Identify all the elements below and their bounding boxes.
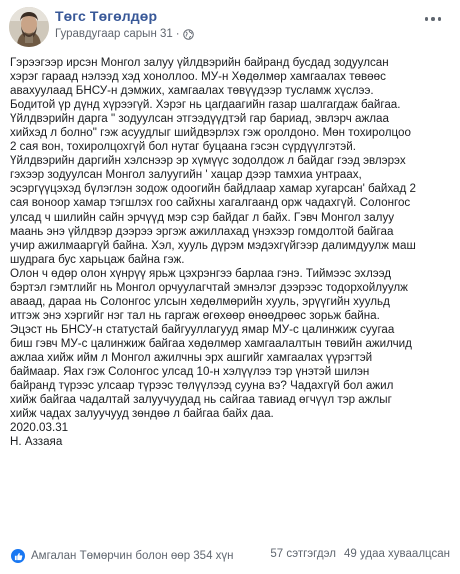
post-body-line: шудрага бус харьцаж байна гэж. [10,252,185,266]
post-body-line: аваад, дараа нь Солонгос улсын хөдөлмөрийн хууль, эрүүгийн хуульд [10,294,390,308]
post-body-line: 2 сая вон, тохиролцохгүй бол нутаг буцаана гэсэн сүрдүүлгэтэй. [10,140,356,154]
post-body-line: маань энэ үйлдвэр дээрээ эргэж ажиллахад үнэхээр гомдолтой байгаа [10,224,394,238]
author-name[interactable]: Төгс Төгөлдөр [55,8,158,24]
post-body-line: хийж чадах залуучууд зөндөө л байгаа байх даа. [10,407,274,421]
post-meta [55,28,194,40]
post-body-line: Үйлдвэрийн дарга " зодуулсан этгээдүүдтэй гар бариад, эвлэрч ажлаа [10,112,389,126]
post-body-line: байранд түрээс улсаар түрээс төлүүлээд сууна вэ? Чадахгүй бол ажил [10,379,394,393]
post-body-line: хийж байгаа чадалтай залуучуудад нь сайгаа тавиад өгчүүл тэр ажлыг [10,393,392,407]
comments-count[interactable]: 57 сэтгэгдэл [270,548,336,560]
engagement-counts [270,548,450,560]
post-body-line: Олон ч өдөр олон хүнрүү ярьж цэхрэнгээ барлаа гэнэ. Тиймээс эхлээд [10,266,392,280]
post-body-line: 2020.03.31 [10,421,69,435]
footer-divider [10,541,450,542]
post-body-line: учир ажилмааргүй байна. Хэл, хууль дүрэм мэдэхгүйгээр далимдуулж маш [10,238,416,252]
reactions-text: Амгалан Төмөрчин болон өөр 354 хүн [31,550,234,562]
post-body-line: сая воноор хамар тэгшлэх гоо сайхны хагалгаанд орж чадахгүй. Солонгос [10,196,411,210]
post-date[interactable]: Гуравдугаар сарын 31 [55,28,173,40]
post-body-line: хийхэд л болно" гэж асуудлыг шийдвэрлэх гэж оролдоно. Мөн тохиролцоо [10,126,411,140]
like-icon [10,548,26,564]
more-horizontal-icon [425,17,429,21]
post-body-line: баймаар. Яах гэж Солонгос улсад 10-н хэлүүлээ тэр үнэтэй шилэн [10,365,370,379]
more-dot [431,17,435,21]
post-body-line: биш гэвч МУ-с цалинжиж байгаа хөдөлмөр хамгаалалтын төвийн ажилчид [10,336,412,350]
reactions-summary[interactable] [10,548,234,564]
post-body-line: Үйлдвэрийн даргийн хэлснээр эр хүмүүс зодолдож л байдаг гээд эвлэрэх [10,154,406,168]
post-body-line: Гэрээгээр ирсэн Монгол залуу үйлдвэрийн байранд бусдад зодуулсан [10,56,389,69]
more-dot [438,17,442,21]
post-body-line: Эцэст нь БНСУ-н статустай байгууллагууд ямар МУ-с цалинжиж суугаа [10,322,395,336]
post-body-line: гэхээр зодуулсан Монгол залуугийн ' хацар дээр тамхиа унтраах, [10,168,362,182]
post-footer [10,548,450,564]
globe-icon[interactable] [183,29,194,40]
post-body-line: эсэргүүцэхэд бүлэглэн зодож одоогийн байдлаар хамар хугарсан' байхад 2 [10,182,416,196]
author-avatar[interactable] [9,7,49,47]
post-body-line: Бодитой үр дүнд хүрээгүй. Хэрэг нь цагдаагийн газар шалгагдаж байгаа. [10,98,401,112]
post-body-line: улсад ч шилийн сайн эрчүүд мэр сэр байдаг л байх. Гэвч Монгол залуу [10,210,395,224]
more-options-button[interactable] [419,11,447,27]
post-body-line: итгэж энэ хэргийг нэг тал нь гаргаж өгөхөөр өнөөдрөөс зорьж байна. [10,308,380,322]
post-body-line: Н. Аззаяа [10,435,63,449]
avatar-image [9,7,49,47]
post-header [9,7,449,51]
post-body-line: хэрэг гараад нэлээд хэд хоноллоо. МУ-н Хөдөлмөр хамгаалах төвөөс [10,70,386,84]
post-body-line: авахуулаад БНСУ-н дэмжих, хамгаалах төвүүдээр тусламж хүслээ. [10,84,374,98]
shares-count[interactable]: 49 удаа хуваалцсан [344,548,450,560]
post-body [10,56,455,449]
post-body-line: бэртэл гэмтлийг нь Монгол орчуулагчтай эмнэлэг дээрээс тодорхойлуулж [10,280,408,294]
post-body-line: ажлаа хийж ийм л Монгол ажилчны эрх ашгийг хамгаалах үүрэгтэй [10,350,373,364]
meta-separator: · [175,28,180,40]
